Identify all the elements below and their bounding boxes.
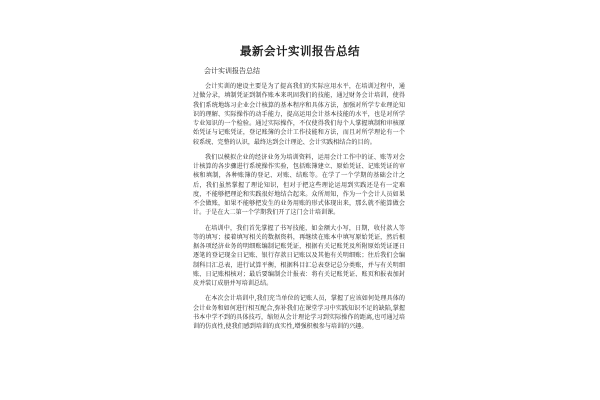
paragraph-2: 我们以模拟企业的经济业务为培训资料，运用会计工作中的证、账等对会计核算的各步骤进行系统操作实验，包括账簿建立、原始凭证、记账凭证的审核和填制，各种账簿的登记、对账、结账等。在学了一个学期的基础会计之后，我们虽然掌握了理论知识，但对于把这些理论运用到实践还是有一定难度，不能够把理论和实践很好地结合起来。众所周知，作为一个会计人员如果不会做账，如果不能够把发生的业务用账的形式体现出来，那么就不能算做会计。于是在大二第一个学期我们开了这门会计培训课。 bbox=[193, 153, 405, 217]
document-body bbox=[193, 82, 405, 336]
paragraph-4: 在本次会计培训中,我们充当单位的记账人员，掌握了应该如何处理具体的会计业务和如何进行相互配合,弥补我们在课堂学习中实践知识不足的缺陷,掌握书本中学不到的具体技巧，缩短从会计理论学习到实际操作的距离,也可通过培训的仿真性,使我们感到培训的真实性,增强积极参与培训的兴趣。 bbox=[193, 295, 405, 330]
paragraph-1: 会计实训的建设主要是为了提高我们的实际应用水平，在培训过程中，通过做分录，填制凭证到制作账本来巩固我们的技能，通过财务会计培训，使得我们系统地练习企业会计核算的基本程序和具体方法，加强对所学专业理论知识的理解、实际操作的动手能力，提高运用会计基本技能的水平，也是对所学专业知识的一个检验。通过实际操作，不仅使得我们每个人掌握填制和审核原始凭证与记账凭证，登记账簿的会计工作技能和方法，而且对所学理论有一个较系统、完整的认识，最终达到会计理论、会计实践相结合的目的。 bbox=[193, 83, 405, 146]
document-subtitle: 会计实训报告总结 bbox=[204, 67, 260, 75]
paragraph-3: 在培训中，我们首先掌握了书写技能，如金额大小写，日期，收付款人等等的填写；接着填写相关的数据资料，再继续在账本中填写原始凭证，然后根据各项经济业务的明细账编制记账凭证，根据有关记账凭及所附原始凭证逐日逐笔的登记现金日记账、银行存款日记账以及其他有关明细账；往后我们会编制科目汇总表，进行试算平衡，根据科目汇总表登记总分类账，并与有关明细账、日记账相核对；最后要编制会计报表：将有关记账凭证、账页和报表加封皮并装订成册并写培训总结。 bbox=[193, 224, 405, 287]
document-title: 最新会计实训报告总结 bbox=[240, 44, 360, 58]
